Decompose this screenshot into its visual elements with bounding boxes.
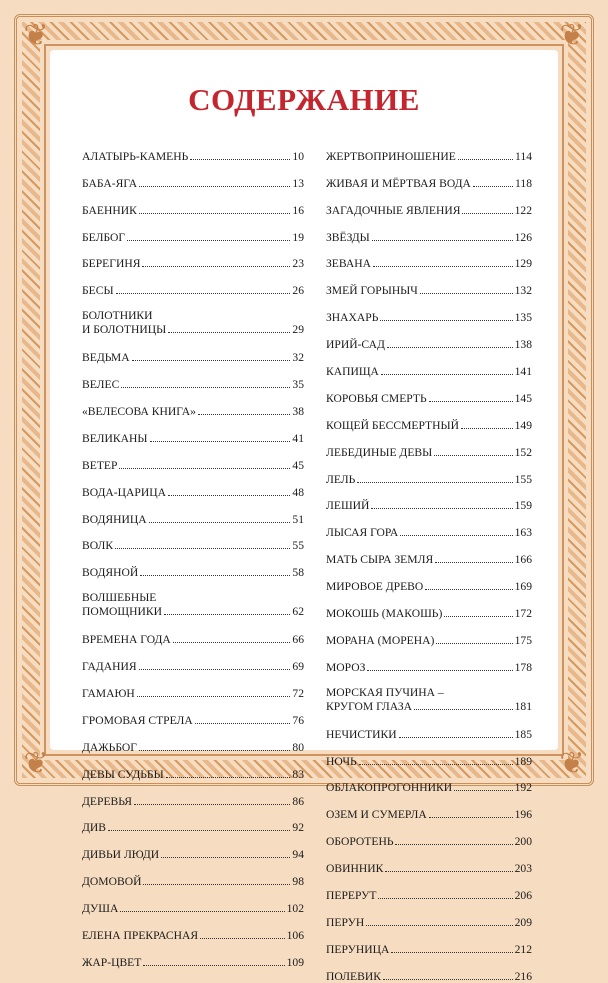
toc-entry-label: МОРОЗ [326,660,366,674]
dot-leader [378,898,512,899]
toc-entry-page: 66 [292,633,304,647]
dot-leader [383,979,513,980]
toc-entry-page: 216 [514,969,532,983]
toc-entry-label: ВОДЯНОЙ [82,566,139,580]
dot-leader [142,266,290,267]
toc-entry-page: 163 [514,526,532,540]
dot-leader [116,293,291,294]
dot-leader [434,455,512,456]
dot-leader [391,952,512,953]
toc-entry-label: БЕЛБОГ [82,230,126,244]
toc-entry-page: 80 [292,740,304,754]
dot-leader [149,522,291,523]
toc-entry-page: 132 [514,284,532,298]
toc-entry[interactable] [82,888,304,915]
dot-leader [366,925,512,926]
toc-entry-page: 178 [514,660,532,674]
toc-entry-label: ПЕРУНИЦА [326,942,390,956]
toc-entry[interactable] [82,297,304,337]
toc-entry-page: 41 [292,431,304,445]
toc-entry-label: МОКОШЬ (МАКОШЬ) [326,607,443,621]
dot-leader [385,871,512,872]
toc-entry-label: БЕРЕГИНЯ [82,257,141,271]
toc-entry-page: 122 [514,203,532,217]
toc-entry-page: 159 [514,499,532,513]
toc-entry-page: 83 [292,767,304,781]
toc-entry-page: 76 [292,713,304,727]
toc-entry-page: 192 [514,781,532,795]
toc-entry-label: ДЕРЕВЬЯ [82,794,133,808]
toc-entry-page: 106 [286,929,304,943]
toc-entry-label: КОЩЕЙ БЕССМЕРТНЫЙ [326,418,459,432]
toc-entry-page: 92 [292,821,304,835]
toc-entry-page: 48 [292,485,304,499]
toc-entry-label: НОЧЬ [326,754,357,768]
dot-leader [399,737,513,738]
toc-entry-page: 175 [514,633,532,647]
toc-entry[interactable] [326,136,532,163]
toc-entry[interactable] [326,848,532,875]
toc-entry[interactable] [82,418,304,445]
toc-entry-label: ПОМОЩНИКИ [82,605,162,619]
toc-entry-page: 166 [514,553,532,567]
toc-entry-page: 19 [292,230,304,244]
dot-leader [150,441,291,442]
toc-entry-label: КОРОВЬЯ СМЕРТЬ [326,391,427,405]
toc-entry[interactable] [326,539,532,566]
dot-leader [161,857,290,858]
dot-leader [139,750,290,751]
toc-entry-page: 23 [292,257,304,271]
toc-column-right [326,136,532,983]
toc-entry[interactable] [82,700,304,727]
dot-leader [462,213,512,214]
toc-entry-label: «ВЕЛЕСОВА КНИГА» [82,405,196,419]
dot-leader [139,669,291,670]
toc-entry-page: 69 [292,660,304,674]
toc-entry[interactable] [82,217,304,244]
toc-entry[interactable] [82,445,304,472]
toc-entry[interactable] [82,337,304,364]
toc-entry[interactable] [326,647,532,674]
toc-entry-label: ВРЕМЕНА ГОДА [82,633,171,647]
toc-entry-label: ЖЕРТВОПРИНОШЕНИЕ [326,149,456,163]
dot-leader [373,266,513,267]
toc-entry-label: ЛЫСАЯ ГОРА [326,526,399,540]
toc-entry[interactable] [326,875,532,902]
toc-entry[interactable] [82,163,304,190]
toc-entry[interactable] [326,674,532,714]
corner-ornament-icon: ❦ [559,747,585,780]
dot-leader [436,643,512,644]
toc-entry[interactable] [326,163,532,190]
toc-entry-label: КРУГОМ ГЛАЗА [326,699,413,713]
toc-entry[interactable] [82,190,304,217]
toc-entry[interactable] [82,727,304,754]
dot-leader [108,830,290,831]
toc-entry[interactable] [82,646,304,673]
toc-entry-page: 203 [514,862,532,876]
dot-leader [395,844,512,845]
toc-entry[interactable] [326,486,532,513]
dot-leader [473,186,513,187]
dot-leader [195,723,291,724]
toc-entry[interactable] [82,781,304,808]
corner-ornament-icon: ❦ [559,19,585,52]
toc-entry[interactable] [82,499,304,526]
toc-entry[interactable] [326,217,532,244]
toc-entry-page: 94 [292,848,304,862]
dot-leader [198,414,291,415]
toc-entry[interactable] [326,593,532,620]
toc-entry[interactable] [326,405,532,432]
toc-entry-label: МАТЬ СЫРА ЗЕМЛЯ [326,553,434,567]
toc-entry[interactable] [82,861,304,888]
corner-ornament-icon: ❦ [23,747,49,780]
dot-leader [359,764,513,765]
toc-entry-label: ДИВЬИ ЛЮДИ [82,848,160,862]
toc-column-left [82,136,304,969]
toc-entry-label: ЗНАХАРЬ [326,311,379,325]
toc-entry-page: 149 [514,418,532,432]
dot-leader [120,911,284,912]
toc-entry-page: 209 [514,915,532,929]
toc-entry[interactable] [326,512,532,539]
toc-entry-label: ЕЛЕНА ПРЕКРАСНАЯ [82,929,199,943]
toc-entry-label: ВЕЛЕС [82,378,120,392]
toc-entry-label: ДИВ [82,821,107,835]
toc-entry-page: 189 [514,754,532,768]
toc-entry-label: БАБА-ЯГА [82,176,138,190]
toc-entry-label: ОБЛАКОПРОГОННИКИ [326,781,453,795]
toc-entry-page: 109 [286,955,304,969]
toc-entry[interactable] [326,432,532,459]
toc-entry[interactable] [326,297,532,324]
toc-entry-label: ДОМОВОЙ [82,875,142,889]
dot-leader [139,213,291,214]
toc-entry-label-line1: МОРСКАЯ ПУЧИНА – [326,685,444,699]
toc-entry-page: 212 [514,942,532,956]
toc-entry[interactable] [82,808,304,835]
toc-entry-page: 126 [514,230,532,244]
dot-leader [461,428,513,429]
toc-entry-page: 129 [514,257,532,271]
toc-entry-label: ПЕРУН [326,915,365,929]
toc-entry-label: ПЕРЕРУТ [326,889,377,903]
toc-entry[interactable] [326,244,532,271]
dot-leader [127,240,290,241]
toc-entry-label: АЛАТЫРЬ-КАМЕНЬ [82,149,189,163]
toc-entry-label: ВЕЛИКАНЫ [82,431,148,445]
dot-leader [425,589,512,590]
toc-entry-label: ЛЕШИЙ [326,499,370,513]
toc-entry-label: НЕЧИСТИКИ [326,727,397,741]
dot-leader [371,508,512,509]
toc-entry[interactable] [82,834,304,861]
toc-entry[interactable] [326,929,532,956]
dot-leader [420,293,513,294]
dot-leader [458,159,513,160]
toc-entry-page: 145 [514,391,532,405]
dot-leader [435,562,512,563]
toc-entry[interactable] [326,566,532,593]
toc-entry[interactable] [326,794,532,821]
toc-entry-label: ВЕДЬМА [82,351,130,365]
toc-entry-page: 172 [514,607,532,621]
toc-entry-page: 138 [514,338,532,352]
toc-entry[interactable] [326,270,532,297]
toc-entry-page: 32 [292,351,304,365]
toc-entry-page: 86 [292,794,304,808]
toc-entry-label: ГРОМОВАЯ СТРЕЛА [82,713,193,727]
toc-entry-page: 13 [292,176,304,190]
toc-entry-label: ВОДЯНИЦА [82,512,147,526]
toc-entry-label: ЖИВАЯ И МЁРТВАЯ ВОДА [326,176,471,190]
toc-entry[interactable] [82,136,304,163]
toc-entry[interactable] [326,378,532,405]
toc-entry-label: ГАДАНИЯ [82,660,137,674]
dot-leader [140,575,290,576]
toc-entry-page: 155 [514,472,532,486]
toc-entry[interactable] [326,714,532,741]
toc-entry[interactable] [82,526,304,553]
toc-entry-label: ДАЖЬБОГ [82,740,137,754]
toc-entry[interactable] [82,619,304,646]
dot-leader [387,347,513,348]
dot-leader [164,614,290,615]
dot-leader [134,804,290,805]
dot-leader [380,320,512,321]
toc-entry-page: 16 [292,203,304,217]
toc-entry-label-line1: БОЛОТНИКИ [82,309,153,323]
dot-leader [143,884,290,885]
dot-leader [168,495,290,496]
toc-entry-label: ОВИННИК [326,862,384,876]
dot-leader [454,790,512,791]
toc-entry-label: ДЕВЫ СУДЬБЫ [82,767,164,781]
dot-leader [173,642,291,643]
toc-entry-label: ОБОРОТЕНЬ [326,835,394,849]
toc-entry-label: БЕСЫ [82,284,114,298]
toc-entry-label: ГАМАЮН [82,687,135,701]
toc-entry-label: ИРИЙ-САД [326,338,385,352]
toc-entry-page: 181 [514,699,532,713]
toc-entry[interactable] [82,244,304,271]
dot-leader [429,817,513,818]
toc-entry-page: 152 [514,445,532,459]
toc-entry-page: 200 [514,835,532,849]
toc-entry[interactable] [82,915,304,942]
dot-leader [367,670,512,671]
toc-entry-label: КАПИЩА [326,365,379,379]
toc-entry[interactable] [82,942,304,969]
toc-entry[interactable] [326,324,532,351]
toc-entry-page: 135 [514,311,532,325]
toc-entry-page: 98 [292,875,304,889]
toc-entry-page: 72 [292,687,304,701]
dot-leader [115,548,290,549]
toc-entry-page: 196 [514,808,532,822]
toc-entry[interactable] [82,754,304,781]
toc-entry-page: 35 [292,378,304,392]
dot-leader [400,535,512,536]
toc-entry-label: ВОДА-ЦАРИЦА [82,485,166,499]
toc-entry[interactable] [326,956,532,983]
dot-leader [119,468,290,469]
dot-leader [357,482,512,483]
dot-leader [372,240,513,241]
toc-entry-page: 38 [292,405,304,419]
toc-entry[interactable] [326,459,532,486]
toc-entry-label: ВЕТЕР [82,458,118,472]
toc-entry[interactable] [82,673,304,700]
dot-leader [200,938,284,939]
dot-leader [414,709,513,710]
toc-entry-page: 206 [514,889,532,903]
toc-entry[interactable] [326,821,532,848]
toc-entry[interactable] [82,579,304,619]
toc-entry-label: ПОЛЕВИК [326,969,381,983]
dot-leader [139,186,290,187]
dot-leader [429,401,513,402]
toc-entry-label: ЛЕЛЬ [326,472,356,486]
toc-entry[interactable] [326,902,532,929]
toc-entry-page: 141 [514,365,532,379]
dot-leader [381,374,513,375]
toc-entry-label: ДУША [82,902,119,916]
toc-entry[interactable] [82,552,304,579]
toc-entry-label: И БОЛОТНИЦЫ [82,323,167,337]
toc-entry-page: 10 [292,149,304,163]
dot-leader [143,965,284,966]
toc-entry-page: 185 [514,727,532,741]
toc-entry-page: 58 [292,566,304,580]
toc-entry-label: ЗАГАДОЧНЫЕ ЯВЛЕНИЯ [326,203,461,217]
toc-entry[interactable] [326,741,532,768]
corner-ornament-icon: ❦ [23,19,49,52]
dot-leader [444,616,512,617]
toc-entry-page: 45 [292,458,304,472]
toc-entry-label: ЛЕБЕДИНЫЕ ДЕВЫ [326,445,433,459]
dot-leader [121,387,290,388]
toc-entry-page: 62 [292,605,304,619]
toc-entry-label: МОРАНА (МОРЕНА) [326,633,435,647]
toc-entry[interactable] [82,391,304,418]
toc-entry-label: МИРОВОЕ ДРЕВО [326,580,424,594]
toc-entry[interactable] [326,768,532,795]
toc-entry[interactable] [82,270,304,297]
dot-leader [137,696,291,697]
toc-entry-label-line1: ВОЛШЕБНЫЕ [82,591,157,605]
dot-leader [190,159,290,160]
toc-entry-label: ОЗЕМ И СУМЕРЛА [326,808,427,822]
dot-leader [166,777,291,778]
toc-entry-page: 55 [292,539,304,553]
toc-entry-label: ЗМЕЙ ГОРЫНЫЧ [326,284,418,298]
toc-entry-label: ЗЕВАНА [326,257,372,271]
toc-entry-page: 102 [286,902,304,916]
toc-entry-label: БАЕННИК [82,203,137,217]
toc-entry-page: 26 [292,284,304,298]
toc-entry[interactable] [326,190,532,217]
toc-entry-label: ЗВЁЗДЫ [326,230,370,244]
toc-entry[interactable] [326,351,532,378]
dot-leader [168,332,290,333]
toc-entry-page: 29 [292,323,304,337]
dot-leader [132,360,291,361]
toc-entry-page: 114 [515,149,532,163]
toc-entry-page: 118 [515,176,532,190]
page-title: СОДЕРЖАНИЕ [188,82,420,117]
toc-entry[interactable] [82,364,304,391]
toc-entry-label: ЖАР-ЦВЕТ [82,955,142,969]
toc-entry-label: ВОЛК [82,539,114,553]
toc-entry[interactable] [326,620,532,647]
toc-entry-page: 51 [292,512,304,526]
toc-entry[interactable] [82,472,304,499]
toc-entry-page: 169 [514,580,532,594]
